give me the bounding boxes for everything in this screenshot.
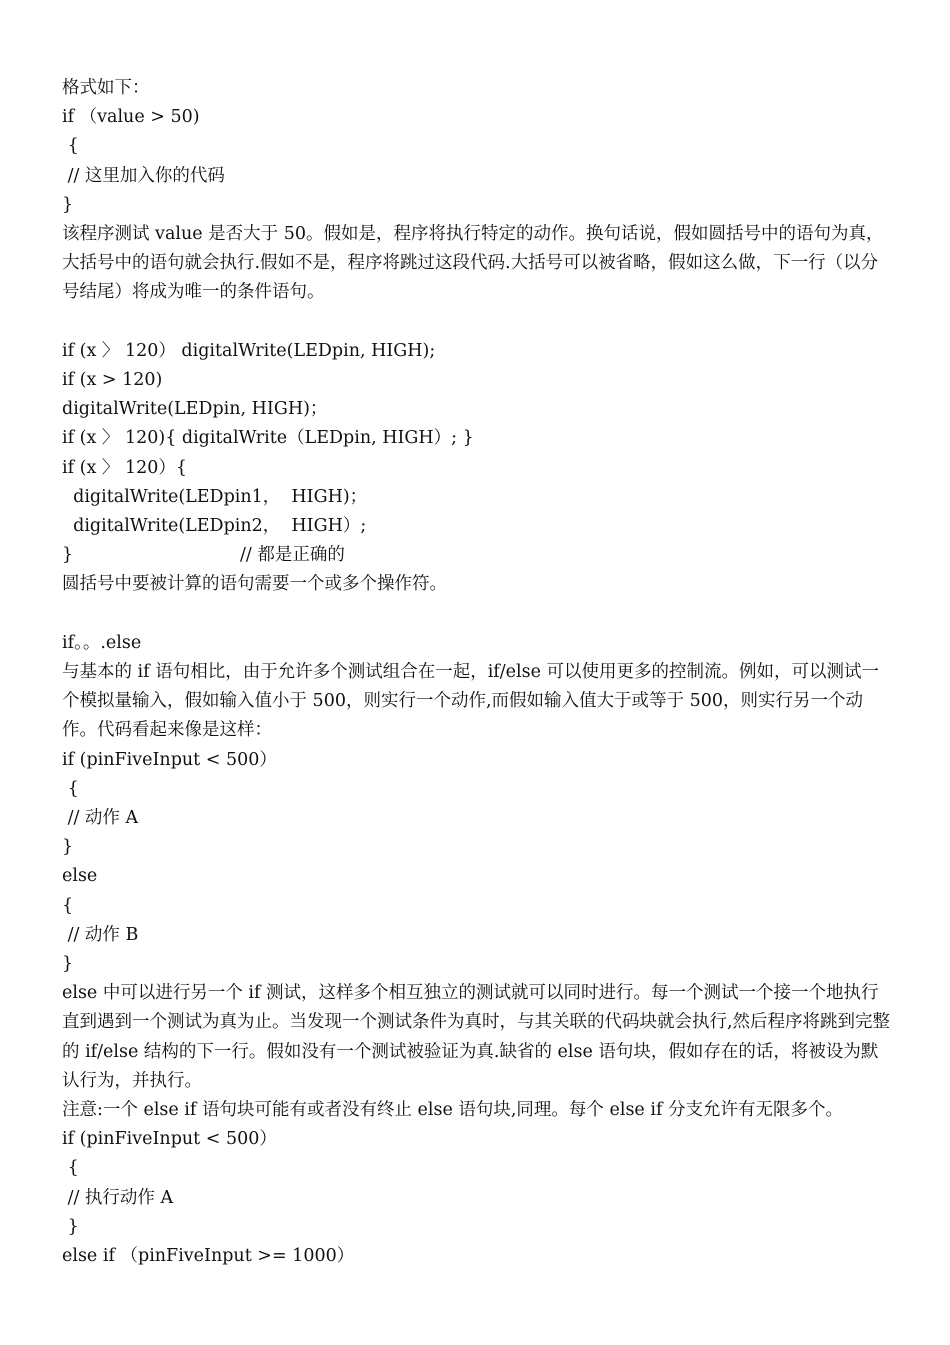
code-line: if (x > 120): [62, 370, 163, 391]
paragraph: 与基本的 if 语句相比，由于允许多个测试组合在一起，if/else 可以使用更多的控制流。例如，可以测试一个模拟量输入，假如输入值小于 500，则实行一个动作,而假如输入值大于或等于 500，则实行另一个动作。代码看起来像是这样：: [62, 662, 880, 741]
section-heading: if。。.else: [62, 632, 142, 653]
code-comment: // 这里加入你的代码: [62, 165, 225, 186]
code-line: {: [62, 1158, 79, 1179]
blank-line: [62, 308, 892, 337]
paragraph: else 中可以进行另一个 if 测试，这样多个相互独立的测试就可以同时进行。每一个测试一个接一个地执行直到遇到一个测试为真为止。当发现一个测试条件为真时，与其关联的代码块就会执行,然后程序将跳到完整的 if/else 结构的下一行。假如没有一个测试被验证为真.缺省的 else 语句块，假如存在的话，将被设为默认行为，并执行。: [62, 983, 891, 1091]
code-line: {: [62, 895, 74, 916]
code-line: digitalWrite(LEDpin1， HIGH)；: [62, 486, 368, 507]
code-line: }: [62, 194, 74, 215]
code-line: if (x 〉 120）{: [62, 457, 187, 478]
code-comment: // 执行动作 A: [62, 1187, 174, 1208]
code-line: }: [62, 837, 74, 858]
code-line: digitalWrite(LEDpin2， HIGH）;: [62, 516, 367, 537]
code-comment: } // 都是正确的: [62, 545, 345, 566]
code-line: else: [62, 866, 98, 887]
paragraph: 该程序测试 value 是否大于 50。假如是，程序将执行特定的动作。换句话说，假如圆括号中的语句为真，大括号中的语句就会执行.假如不是，程序将跳过这段代码.大括号可以被省略，假如这么做，下一行（以分号结尾）将成为唯一的条件语句。: [62, 224, 884, 303]
code-comment: // 动作 B: [62, 924, 139, 945]
code-line: if （value > 50): [62, 107, 200, 128]
code-line: {: [62, 778, 79, 799]
code-line: if (x 〉 120){ digitalWrite（LEDpin, HIGH）; }: [62, 428, 474, 449]
text-line: 圆括号中要被计算的语句需要一个或多个操作符。: [62, 574, 447, 595]
code-line: if (pinFiveInput < 500）: [62, 749, 277, 770]
code-line: }: [62, 1216, 79, 1237]
note-paragraph: 注意:一个 else if 语句块可能有或者没有终止 else 语句块,同理。每个 else if 分支允许有无限多个。: [62, 1100, 843, 1121]
code-line: else if （pinFiveInput >= 1000）: [62, 1246, 355, 1267]
blank-line: [62, 600, 892, 629]
code-line: if (pinFiveInput < 500）: [62, 1129, 277, 1150]
code-line: {: [62, 136, 79, 157]
code-line: }: [62, 954, 74, 975]
document-body: [62, 74, 892, 1271]
code-line: digitalWrite(LEDpin, HIGH)；: [62, 399, 328, 420]
code-comment: // 动作 A: [62, 808, 139, 829]
code-line: if (x 〉 120） digitalWrite(LEDpin, HIGH);: [62, 340, 436, 361]
text-line: 格式如下：: [62, 78, 150, 98]
